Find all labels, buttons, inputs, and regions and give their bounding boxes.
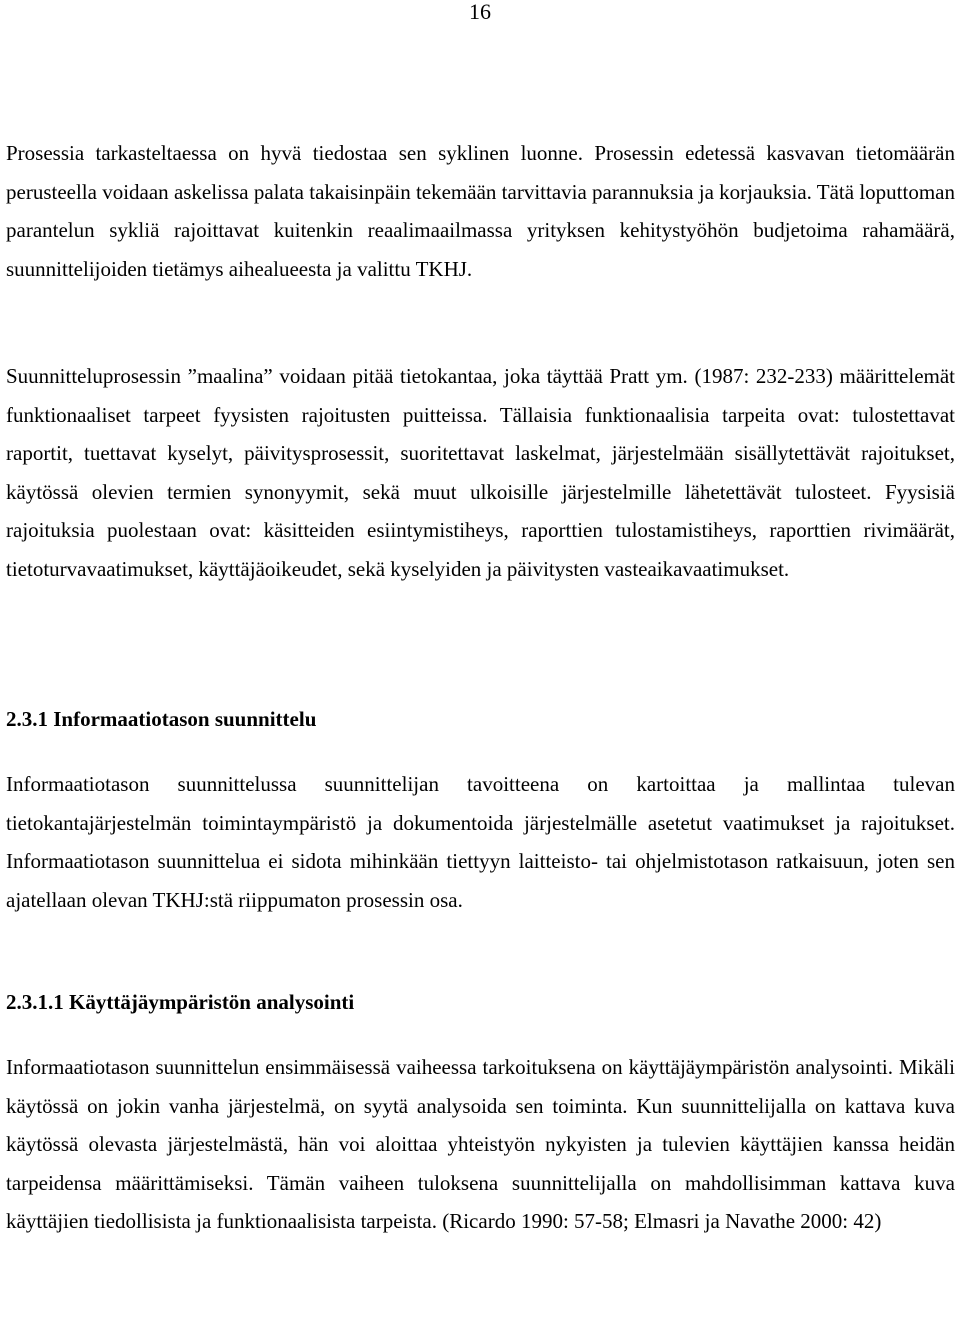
- subsection-heading-user-environment-analysis: 2.3.1.1 Käyttäjäympäristön analysointi: [6, 990, 355, 1014]
- paragraph-user-environment-analysis: Informaatiotason suunnittelun ensimmäisessä vaiheessa tarkoituksena on käyttäjäympäristön analysointi. Mikäli käytössä on jokin vanha järjestelmä, on syytä analysoida sen toiminta. Kun suunnittelijalla on kattava kuva käytössä olevasta järjestelmästä, hän voi aloittaa yhteistyön nykyisten ja tulevien käyttäjien kanssa heidän tarpeidensa määrittämiseksi. Tämän vaiheen tuloksena suunnittelijalla on mahdollisimman kattava kuva käyttäjien tiedollisista ja funktionaalisista tarpeista. (Ricardo 1990: 57-58; Elmasri ja Navathe 2000: 42): [6, 1055, 955, 1234]
- page-number: 16: [469, 0, 491, 24]
- paragraph-process-cycle: Prosessia tarkasteltaessa on hyvä tiedostaa sen syklinen luonne. Prosessin edetessä kasvavan tietomäärän perusteella voidaan askelissa palata takaisinpäin tekemään tarvittavia parannuksia ja korjauksia. Tätä loputtoman parantelun sykliä rajoittavat kuitenkin reaalimaailmassa yrityksen kehitystyöhön budjetoima rahamäärä, suunnittelijoiden tietämys aihealueesta ja valittu TKHJ.: [6, 141, 955, 281]
- paragraph-design-goal: Suunnitteluprosessin ”maalina” voidaan pitää tietokantaa, joka täyttää Pratt ym. (1987: 232-233) määrittelemät funktionaaliset tarpeet fyysisten rajoitusten puitteissa. Tällaisia funktionaalisia tarpeita ovat: tulostettavat raportit, tuettavat kyselyt, päivitysprosessit, suoritettavat laskelmat, järjestelmään sisällytettävät rajoitukset, käytössä olevien termien synonyymit, sekä muut ulkoisille järjestelmille lähetettävät tulosteet. Fyysisiä rajoituksia puolestaan ovat: käsitteiden esiintymistiheys, raporttien tulostamistiheys, raporttien rivimäärät, tietoturvavaatimukset, käyttäjäoikeudet, sekä kyselyiden ja päivitysten vasteaikavaatimukset.: [6, 364, 955, 581]
- paragraph-information-level-design: Informaatiotason suunnittelussa suunnittelijan tavoitteena on kartoittaa ja mallintaa tulevan tietokantajärjestelmän toimintaympäristö ja dokumentoida järjestelmälle asetetut vaatimukset ja rajoitukset. Informaatiotason suunnittelua ei sidota mihinkään tiettyyn laitteisto- tai ohjelmistotason ratkaisuun, joten sen ajatellaan olevan TKHJ:stä riippumaton prosessin osa.: [6, 772, 955, 912]
- section-heading-information-level-design: 2.3.1 Informaatiotason suunnittelu: [6, 707, 317, 731]
